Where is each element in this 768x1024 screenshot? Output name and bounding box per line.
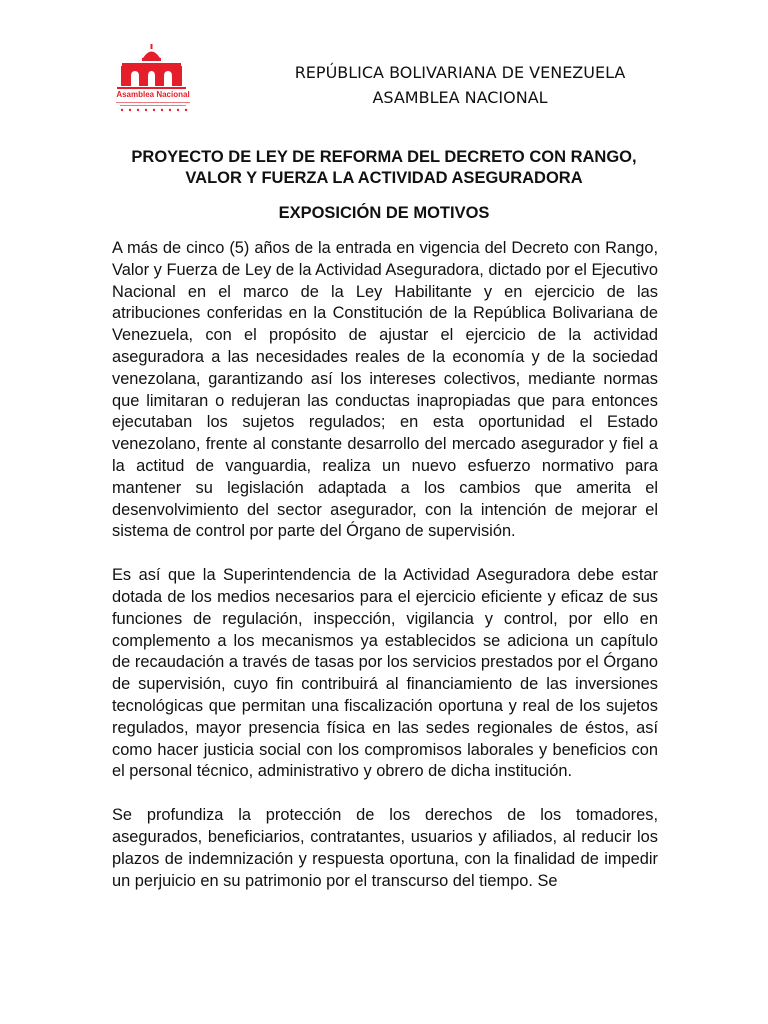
paragraph: Se profundiza la protección de los derechos de los tomadores, asegurados, beneficiarios, contratantes, usuarios y afiliados, al reducir los plazos de indemnización y respuesta oportuna, con la finalidad de impedir un perjuicio en su patrimonio por el transcurso del tiempo. Se	[112, 806, 658, 890]
header-institution: ASAMBLEA NACIONAL	[372, 88, 548, 107]
document-header	[200, 60, 720, 110]
logo-label: Asamblea Nacional	[116, 90, 190, 99]
header-country: REPÚBLICA BOLIVARIANA DE VENEZUELA	[294, 63, 626, 82]
paragraph: A más de cinco (5) años de la entrada en vigencia del Decreto con Rango, Valor y Fuerza de Ley de la Actividad Aseguradora, dictado por el Ejecutivo Nacional en el marco de la Ley Habilitante y en ejercicio de las atribuciones conferidas en la Constitución de la República Bolivariana de Venezuela, con el propósito de ajustar el ejercicio de la actividad aseguradora a las necesidades reales de la economía y de la sociedad venezolana, garantizando así los intereses colectivos, mediante normas que limitaran o redujeran las conductas inapropiadas que para entonces ejecutaban los sujetos regulados; en esta oportunidad el Estado venezolano, frente al constante desarrollo del mercado asegurador y fiel a la actitud de vanguardia, realiza un nuevo esfuerzo normativo para mantener su legislación adaptada a los cambios que amerita el desenvolvimiento del sector asegurador, con la intención de mejorar el sistema de control por parte del Órgano de supervisión.	[112, 239, 658, 541]
asamblea-nacional-logo	[112, 44, 194, 116]
document-body	[112, 238, 658, 914]
capitol-emblem-icon	[112, 44, 194, 116]
title-line-1: PROYECTO DE LEY DE REFORMA DEL DECRETO CON RANGO,	[131, 148, 637, 166]
section-heading: EXPOSICIÓN DE MOTIVOS	[278, 204, 490, 222]
paragraph: Es así que la Superintendencia de la Actividad Aseguradora debe estar dotada de los medios necesarios para el ejercicio eficiente y eficaz de sus funciones de regulación, inspección, vigilancia y control, por ello en complemento a los mecanismos ya establecidos se adiciona un capítulo de recaudación a través de tasas por los servicios prestados por el Órgano de supervisión, cuyo fin contribuirá al financiamiento de las inversiones tecnológicas que permitan una fiscalización oportuna y real de los sujetos regulados, mayor presencia física en las sedes regionales de éstos, así como hacer justicia social con los compromisos laborales y beneficios con el personal técnico, administrativo y obrero de dicha institución.	[112, 566, 658, 781]
title-line-2: VALOR Y FUERZA LA ACTIVIDAD ASEGURADORA	[185, 169, 583, 187]
document-title	[90, 147, 678, 189]
